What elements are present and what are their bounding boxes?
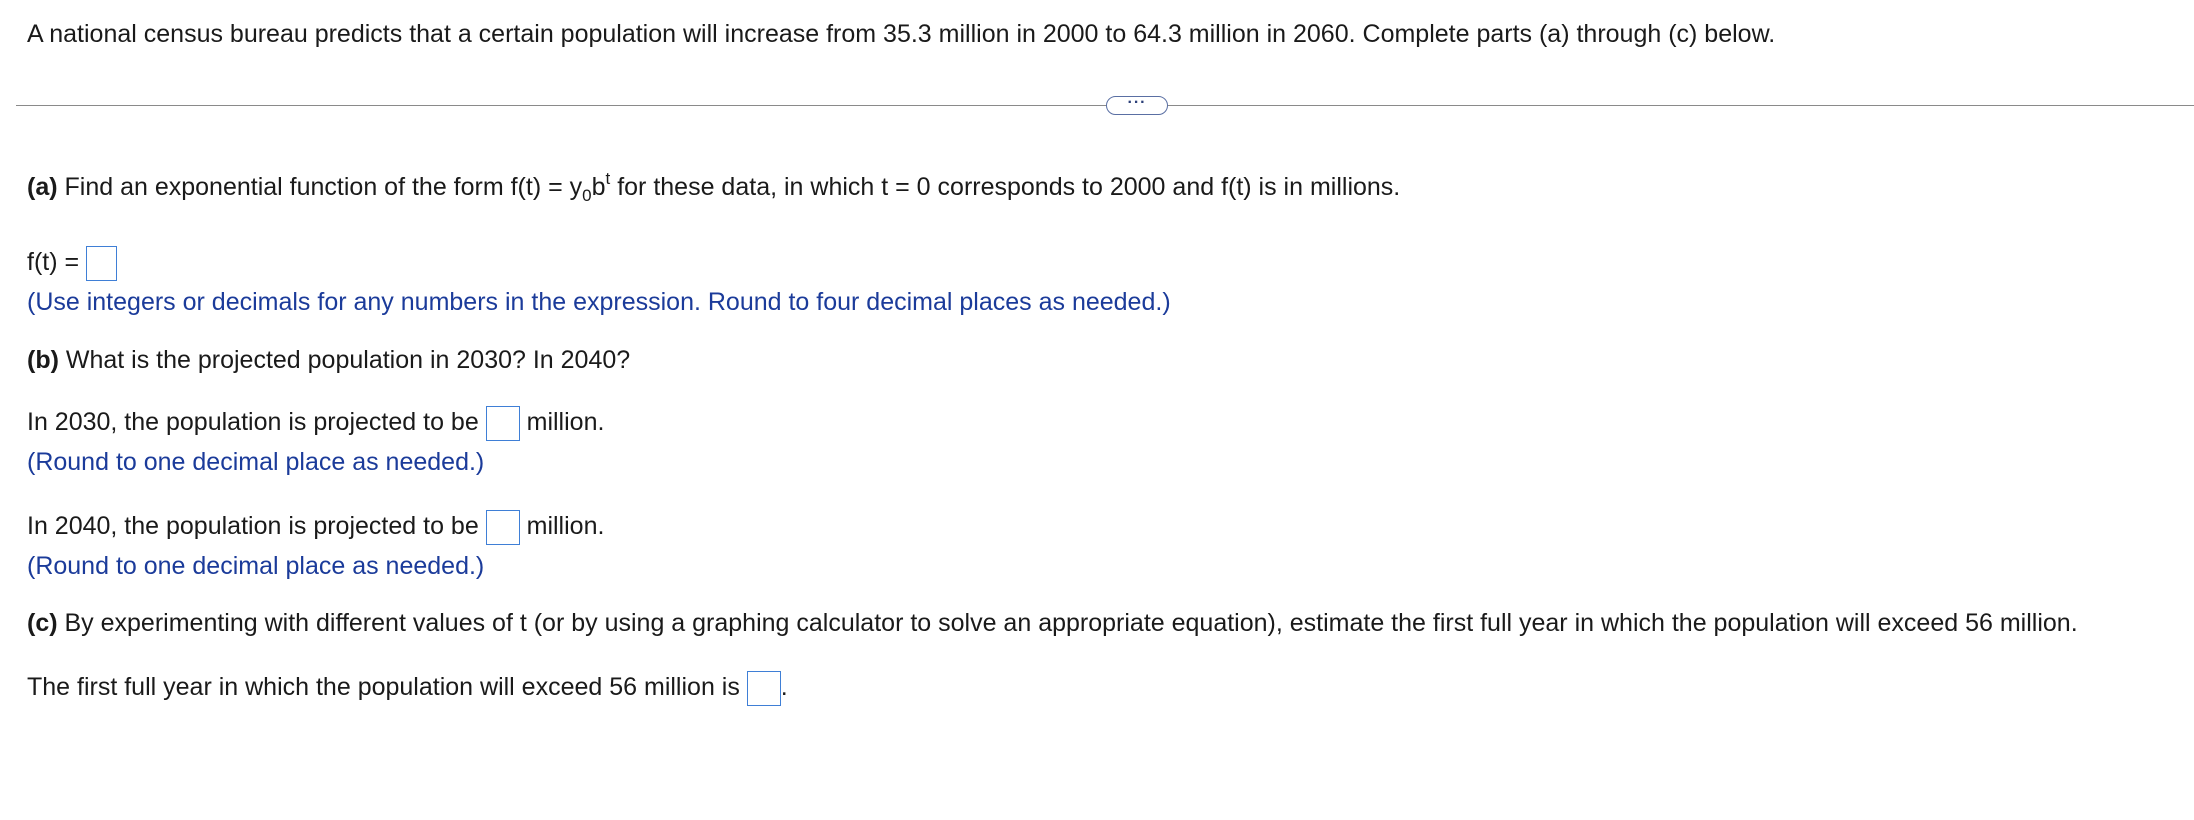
part-b-label: (b) — [27, 346, 59, 374]
part-c-answer-input[interactable] — [747, 671, 781, 706]
part-b-2030-row: In 2030, the population is projected to be million. — [27, 405, 604, 441]
intro-text: A national census bureau predicts that a certain population will increase from 35.3 million in 2000 to 64.3 million in 2060. Complete parts (a) through (c) below. — [27, 20, 1776, 48]
part-a-answer-label: f(t) = — [27, 248, 87, 276]
part-b-2030-input[interactable] — [486, 406, 520, 441]
part-b-2040-row: In 2040, the population is projected to be million. — [27, 509, 604, 545]
part-b-2040-hint: (Round to one decimal place as needed.) — [27, 552, 485, 580]
part-a-answer-row — [27, 245, 117, 281]
part-a-question: (a) Find an exponential function of the form $f(t) = y_0b^t$ for these data, in which t = 0 corresponds to 2000 and f(t) is in millions. — [27, 169, 1401, 205]
divider — [16, 105, 2194, 106]
part-b-2030-hint: (Round to one decimal place as needed.) — [27, 448, 485, 476]
part-a-hint: (Use integers or decimals for any numbers in the expression. Round to four decimal places as needed.) — [27, 288, 1171, 316]
part-b-question: (b) What is the projected population in 2030? In 2040? — [27, 346, 631, 374]
part-c-answer-row: The first full year in which the population will exceed 56 million is . — [27, 670, 788, 706]
part-c-question: (c) By experimenting with different values of t (or by using a graphing calculator to solve an appropriate equation), estimate the first full year in which the population will exceed 56 million. — [27, 609, 2078, 637]
part-a-answer-input[interactable] — [86, 246, 117, 281]
expand-more-button[interactable]: ··· — [1106, 96, 1168, 115]
part-a-label: (a) — [27, 173, 58, 201]
part-c-label: (c) — [27, 609, 58, 637]
part-b-2040-input[interactable] — [486, 510, 520, 545]
